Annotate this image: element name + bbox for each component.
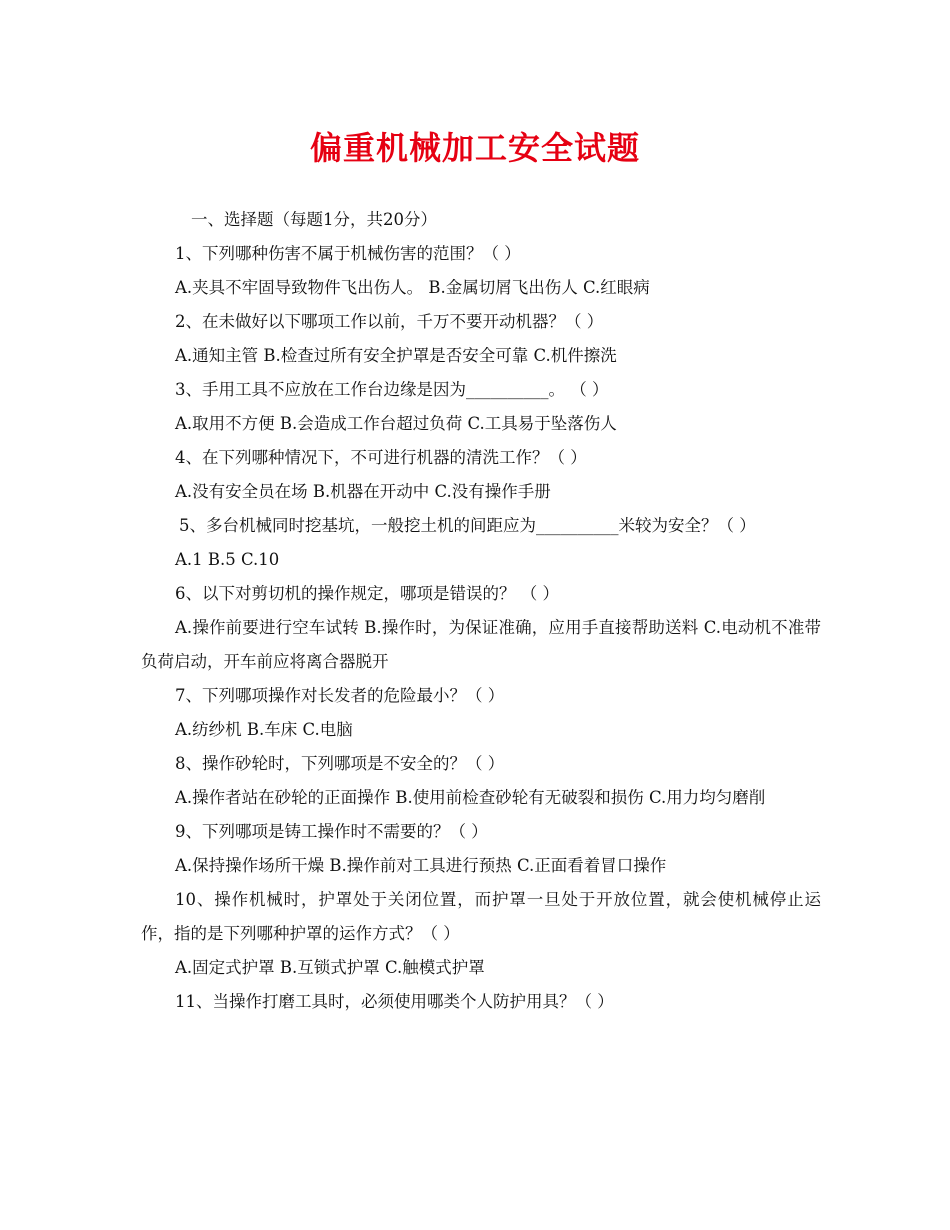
question-list bbox=[141, 203, 821, 1019]
question-4: 4、在下列哪种情况下，不可进行机器的清洗工作？（ ） bbox=[175, 448, 587, 467]
question-4-options: A.没有安全员在场 B.机器在开动中 C.没有操作手册 bbox=[175, 482, 551, 501]
question-9: 9、下列哪项是铸工操作时不需要的？（ ） bbox=[175, 822, 488, 841]
question-6: 6、以下对剪切机的操作规定，哪项是错误的？ （ ） bbox=[175, 584, 559, 603]
question-5-options: A.1 B.5 C.10 bbox=[175, 550, 280, 569]
question-3-options: A.取用不方便 B.会造成工作台超过负荷 C.工具易于坠落伤人 bbox=[175, 414, 617, 433]
question-1: 1、下列哪种伤害不属于机械伤害的范围？（ ） bbox=[175, 244, 521, 263]
document-title: 偏重机械加工安全试题 bbox=[309, 129, 640, 167]
question-8: 8、操作砂轮时，下列哪项是不安全的？（ ） bbox=[175, 754, 505, 773]
question-5: 5、多台机械同时挖基坑，一般挖土机的间距应为__________米较为安全？（ ） bbox=[179, 516, 756, 535]
question-6-options: A.操作前要进行空车试转 B.操作时，为保证准确，应用手直接帮助送料 C.电动机不准带负荷启动，开车前应将离合器脱开 bbox=[141, 618, 821, 671]
question-9-options: A.保持操作场所干燥 B.操作前对工具进行预热 C.正面看着冒口操作 bbox=[175, 856, 667, 875]
section-heading: 一、选择题（每题1分，共20分） bbox=[191, 210, 437, 229]
question-10-options: A.固定式护罩 B.互锁式护罩 C.触模式护罩 bbox=[175, 958, 485, 977]
question-7: 7、下列哪项操作对长发者的危险最小？（ ） bbox=[175, 686, 505, 705]
question-2: 2、在未做好以下哪项工作以前，千万不要开动机器？（ ） bbox=[175, 312, 604, 331]
question-7-options: A.纺纱机 B.车床 C.电脑 bbox=[175, 720, 353, 739]
question-3: 3、手用工具不应放在工作台边缘是因为__________。 （ ） bbox=[175, 380, 609, 399]
question-8-options: A.操作者站在砂轮的正面操作 B.使用前检查砂轮有无破裂和损伤 C.用力均匀磨削 bbox=[175, 788, 766, 807]
question-11: 11、当操作打磨工具时，必须使用哪类个人防护用具？（ ） bbox=[175, 992, 614, 1011]
question-1-options: A.夹具不牢固导致物件飞出伤人。 B.金属切屑飞出伤人 C.红眼病 bbox=[175, 278, 650, 297]
question-2-options: A.通知主管 B.检查过所有安全护罩是否安全可靠 C.机件擦洗 bbox=[175, 346, 617, 365]
question-10: 10、操作机械时，护罩处于关闭位置，而护罩一旦处于开放位置，就会使机械停止运作，指的是下列哪种护罩的运作方式？（ ） bbox=[141, 890, 821, 943]
